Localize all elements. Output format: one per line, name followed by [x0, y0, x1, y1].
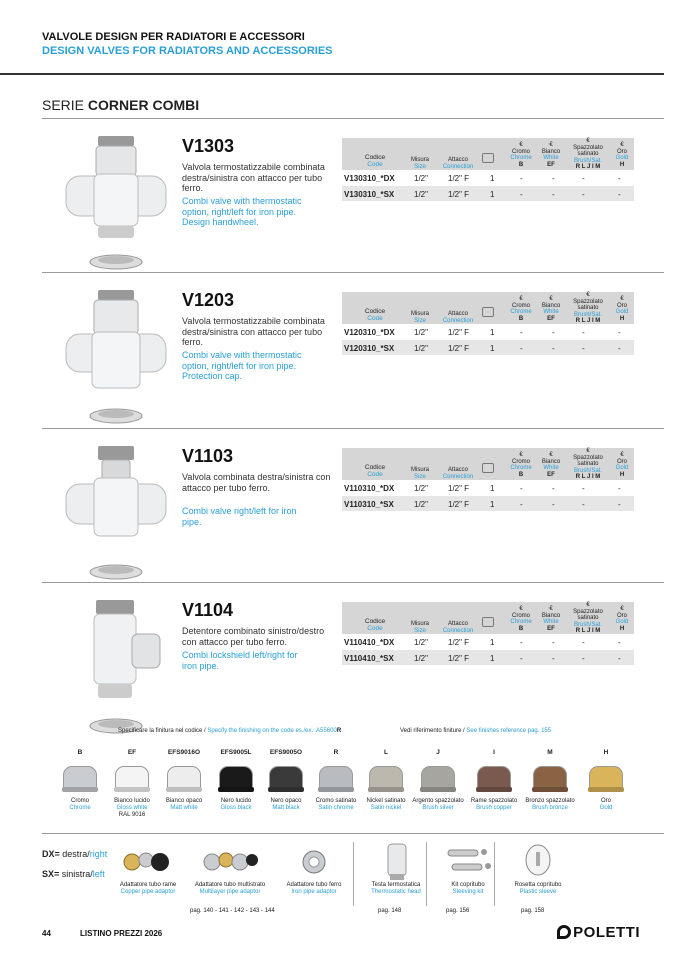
dx-legend: DX= destra/right: [42, 849, 108, 859]
accessory-name-en: Iron pipe adaptor: [291, 889, 337, 895]
finish-name-en: Brush silver: [422, 805, 454, 811]
row-code: V110310_*DX: [344, 484, 395, 493]
row-price-h: -: [618, 328, 621, 337]
accessory-name-en: Plastic sleeve: [519, 889, 557, 895]
finish-swatch: [466, 749, 522, 812]
kit-pages[interactable]: pag. 156: [446, 908, 470, 914]
row-connection: 1/2" F: [448, 638, 470, 647]
finish-cap: [421, 766, 455, 790]
product-code: V1104: [182, 600, 234, 620]
accessory-name-it: Kit copritubo: [451, 882, 485, 888]
row-price-h: -: [618, 500, 621, 509]
finish-name-en: Gloss black: [220, 805, 252, 811]
finish-name-it: Argento spazzolato: [412, 798, 464, 804]
finish-cap: [219, 766, 253, 790]
finish-name-it: Rame spazzolato: [470, 798, 518, 804]
row-code: V130310_*SX: [344, 190, 395, 199]
product-desc-it: Valvola combinata destra/sinistra con attacco per tubo ferro.: [182, 472, 331, 493]
row-code: V120310_*DX: [344, 328, 395, 337]
accessory-item: [274, 842, 354, 896]
finish-cap: [477, 766, 511, 790]
accessory-name-en: Sleeving kit: [452, 889, 484, 895]
finish-swatch: [578, 749, 634, 812]
finish-name-en: Brush copper: [476, 805, 512, 811]
serie-divider: [42, 118, 664, 119]
row-price-b: -: [520, 484, 523, 493]
row-price-rljim: -: [582, 190, 585, 199]
finish-name-en: Chrome: [69, 805, 91, 811]
product-desc-it: Valvola termostatizzabile combinata destra/sinistra con attacco per tubo ferro.: [182, 162, 325, 193]
accessory-separator: [353, 842, 354, 906]
finish-cap: [319, 766, 353, 790]
footer-title: LISTINO PREZZI 2026: [80, 929, 163, 938]
finish-letter: EFS9005L: [220, 749, 252, 756]
row-price-ef: -: [552, 344, 555, 353]
row-code: V120310_*SX: [344, 344, 395, 353]
finish-name-en: Gloss white: [116, 805, 148, 811]
finish-name-it: Bianco lucido: [114, 798, 150, 804]
row-price-rljim: -: [582, 484, 585, 493]
finish-letter: R: [333, 749, 339, 756]
header-title-en: DESIGN VALVES FOR RADIATORS AND ACCESSORIES: [42, 45, 333, 57]
valve-image: [58, 288, 168, 430]
row-connection: 1/2" F: [448, 654, 470, 663]
accessory-name-it: Adattatore tubo rame: [119, 882, 177, 888]
product-desc-en: Combi lockshield left/right for iron pipe.: [182, 650, 298, 671]
adaptor-pages[interactable]: pag. 140 - 141 - 142 - 143 - 144: [190, 908, 275, 914]
row-price-rljim: -: [582, 328, 585, 337]
table-row: [342, 634, 634, 650]
row-price-ef: -: [552, 638, 555, 647]
poletti-logo: POLETTI: [557, 924, 640, 941]
row-price-b: -: [520, 654, 523, 663]
accessory-image: [190, 842, 270, 878]
finish-cap: [115, 766, 149, 790]
finish-name-it: Bronzo spazzolato: [525, 798, 575, 804]
row-size: 1/2": [414, 654, 428, 663]
accessory-image: [274, 842, 354, 878]
table-row: [342, 324, 634, 340]
table-header: Codice Code Misura Size Attacco Connection € Cromo Chrome B € Bianco White EF € Spazzolato satinato Brush/Sat. R L J I M € Oro Gold H: [342, 138, 634, 170]
table-row: [342, 496, 634, 512]
product-code: V1203: [182, 290, 235, 310]
finish-letter: EFS9005O: [269, 749, 303, 756]
finish-cap: [269, 766, 303, 790]
row-size: 1/2": [414, 344, 428, 353]
row-price-rljim: -: [582, 638, 585, 647]
row-price-h: -: [618, 484, 621, 493]
accessory-image: [428, 842, 508, 878]
product-desc-it: Detentore combinato sinistro/destro con attacco per tubo ferro.: [182, 626, 325, 647]
row-price-b: -: [520, 174, 523, 183]
accessory-name-it: Testa termostatica: [371, 882, 421, 888]
finish-letter: H: [603, 749, 609, 756]
product-desc-en: Combi valve with thermostatic option, right/left for iron pipe. Design handwheel.: [182, 196, 302, 227]
row-price-rljim: -: [582, 500, 585, 509]
accessory-image: [356, 842, 436, 878]
accessory-name-en: Thermostatic head: [371, 889, 421, 895]
row-price-h: -: [618, 174, 621, 183]
serie-title: SERIE CORNER COMBI: [42, 97, 200, 113]
finish-swatch: [52, 749, 108, 812]
row-connection: 1/2" F: [448, 484, 470, 493]
header-title-it: VALVOLE DESIGN PER RADIATORI E ACCESSORI: [42, 31, 305, 43]
finish-swatch: [104, 749, 160, 819]
row-price-ef: -: [552, 484, 555, 493]
row-size: 1/2": [414, 484, 428, 493]
product-section: [42, 130, 664, 286]
accessory-name-it: Adattatore tubo multistrato: [194, 882, 266, 888]
price-table: [342, 602, 634, 666]
finish-swatch: [522, 749, 578, 812]
logo-icon: [557, 925, 571, 939]
row-connection: 1/2" F: [448, 190, 470, 199]
accessory-name-en: Multilayer pipe adaptor: [199, 889, 261, 895]
row-price-b: -: [520, 344, 523, 353]
finish-name-en: Matt white: [170, 805, 198, 811]
price-table: [342, 292, 634, 356]
product-code: V1303: [182, 136, 235, 156]
finish-swatch: [208, 749, 264, 812]
row-qty: 1: [490, 328, 495, 337]
price-table: [342, 138, 634, 202]
row-price-rljim: -: [582, 174, 585, 183]
finishes-row: [42, 749, 662, 819]
thermo-pages[interactable]: pag. 148: [378, 908, 402, 914]
finish-swatch: [358, 749, 414, 812]
table-header: Codice Code Misura Size Attacco Connection € Cromo Chrome B € Bianco White EF € Spazzolato satinato Brush/Sat. R L J I M € Oro Gold H: [342, 292, 634, 324]
row-qty: 1: [490, 190, 495, 199]
accessory-item: [356, 842, 436, 896]
finish-reference: Vedi riferimento finiture / See finishes reference pag. 155: [400, 728, 552, 734]
row-qty: 1: [490, 654, 495, 663]
accessory-name-it: Adattatore tubo ferro: [286, 882, 342, 888]
finish-letter: EF: [127, 749, 137, 756]
finish-letter: I: [493, 749, 495, 756]
accessory-separator: [426, 842, 427, 906]
section-divider: [42, 582, 664, 583]
row-size: 1/2": [414, 190, 428, 199]
row-code: V110310_*SX: [344, 500, 394, 509]
accessory-name-it: Rosetta copritubo: [514, 882, 562, 888]
package-icon: [482, 463, 494, 473]
product-section: [42, 440, 664, 596]
row-size: 1/2": [414, 174, 428, 183]
header-divider: [0, 73, 664, 75]
finish-cap: [589, 766, 623, 790]
finish-name-it: Nero opaco: [270, 798, 302, 804]
product-section: [42, 594, 664, 750]
finish-name-it: Cromo: [70, 798, 89, 804]
row-price-b: -: [520, 328, 523, 337]
table-header: Codice Code Misura Size Attacco Connection € Cromo Chrome B € Bianco White EF € Spazzolato satinato Brush/Sat. R L J I M € Oro Gold H: [342, 448, 634, 480]
finish-cap: [533, 766, 567, 790]
product-desc-en: Combi valve with thermostatic option, right/left for iron pipe. Protection cap.: [182, 350, 302, 381]
valve-image: [58, 134, 168, 276]
finish-swatch: [308, 749, 364, 812]
accessory-image: [108, 842, 188, 878]
finish-name-it: Bianco opaco: [165, 798, 203, 804]
row-code: V130310_*DX: [344, 174, 395, 183]
finish-name-it: Nickel satinato: [366, 798, 406, 804]
page-number: 44: [42, 929, 51, 938]
finish-name-en: Matt black: [272, 805, 300, 811]
accessory-item: [498, 842, 578, 896]
table-row: [342, 186, 634, 202]
row-price-b: -: [520, 500, 523, 509]
finish-name-en: Brush bronze: [532, 805, 568, 811]
accessory-name-en: Copper pipe adaptor: [120, 889, 176, 895]
table-row: [342, 340, 634, 356]
row-price-h: -: [618, 344, 621, 353]
row-size: 1/2": [414, 500, 428, 509]
row-price-ef: -: [552, 500, 555, 509]
product-desc-en: Combi valve right/left for iron pipe.: [182, 506, 297, 527]
finish-name-en: Satin chrome: [318, 805, 354, 811]
row-price-ef: -: [552, 174, 555, 183]
finish-name-it: Nero lucido: [220, 798, 252, 804]
accessory-separator: [494, 842, 495, 906]
finish-cap: [63, 766, 97, 790]
row-price-ef: -: [552, 654, 555, 663]
row-price-b: -: [520, 638, 523, 647]
package-icon: [482, 307, 494, 317]
row-price-ef: -: [552, 190, 555, 199]
product-desc-it: Valvola termostatizzabile combinata destra/sinistra con attacco per tubo ferro.: [182, 316, 325, 347]
finish-divider: [42, 833, 664, 834]
finish-name-it: Cromo satinato: [315, 798, 357, 804]
sx-legend: SX= sinistra/left: [42, 869, 105, 879]
row-price-rljim: -: [582, 654, 585, 663]
finish-extra: RAL 9016: [118, 812, 146, 818]
row-connection: 1/2" F: [448, 500, 470, 509]
table-row: [342, 170, 634, 186]
rosetta-pages[interactable]: pag. 158: [521, 908, 545, 914]
row-qty: 1: [490, 484, 495, 493]
price-table: [342, 448, 634, 512]
table-row: [342, 650, 634, 666]
row-qty: 1: [490, 500, 495, 509]
finish-letter: M: [547, 749, 553, 756]
row-price-rljim: -: [582, 344, 585, 353]
finish-swatch: [258, 749, 314, 812]
table-row: [342, 480, 634, 496]
row-qty: 1: [490, 344, 495, 353]
accessory-image: [498, 842, 578, 878]
row-connection: 1/2" F: [448, 328, 470, 337]
finish-swatch: [410, 749, 466, 812]
row-qty: 1: [490, 174, 495, 183]
finish-letter: L: [384, 749, 388, 756]
accessory-item: [190, 842, 270, 896]
finish-name-it: Oro: [600, 798, 611, 804]
row-price-h: -: [618, 190, 621, 199]
row-code: V110410_*DX: [344, 638, 395, 647]
row-size: 1/2": [414, 328, 428, 337]
finish-note: Specificare la finitura nel codice / Specify the finishing on the code es./ex.: A55600R: [118, 728, 342, 734]
valve-image: [58, 444, 168, 586]
finish-swatch: [156, 749, 212, 812]
finish-letter: J: [436, 749, 440, 756]
row-qty: 1: [490, 638, 495, 647]
finish-name-en: Gold: [599, 805, 613, 811]
package-icon: [482, 153, 494, 163]
accessory-item: [428, 842, 508, 896]
package-icon: [482, 617, 494, 627]
row-connection: 1/2" F: [448, 344, 470, 353]
row-connection: 1/2" F: [448, 174, 470, 183]
row-price-b: -: [520, 190, 523, 199]
finish-letter: EFS9016O: [167, 749, 201, 756]
product-code: V1103: [182, 446, 234, 466]
section-divider: [42, 428, 664, 429]
finish-cap: [369, 766, 403, 790]
row-price-h: -: [618, 638, 621, 647]
product-section: [42, 284, 664, 440]
row-price-h: -: [618, 654, 621, 663]
valve-image: [58, 598, 168, 740]
section-divider: [42, 272, 664, 273]
accessory-item: [108, 842, 188, 896]
finish-name-en: Satin nickel: [370, 805, 402, 811]
row-code: V110410_*SX: [344, 654, 394, 663]
table-header: Codice Code Misura Size Attacco Connection € Cromo Chrome B € Bianco White EF € Spazzolato satinato Brush/Sat. R L J I M € Oro Gold H: [342, 602, 634, 634]
row-size: 1/2": [414, 638, 428, 647]
row-price-ef: -: [552, 328, 555, 337]
finish-cap: [167, 766, 201, 790]
finish-letter: B: [77, 749, 83, 756]
page-header: [42, 30, 333, 58]
